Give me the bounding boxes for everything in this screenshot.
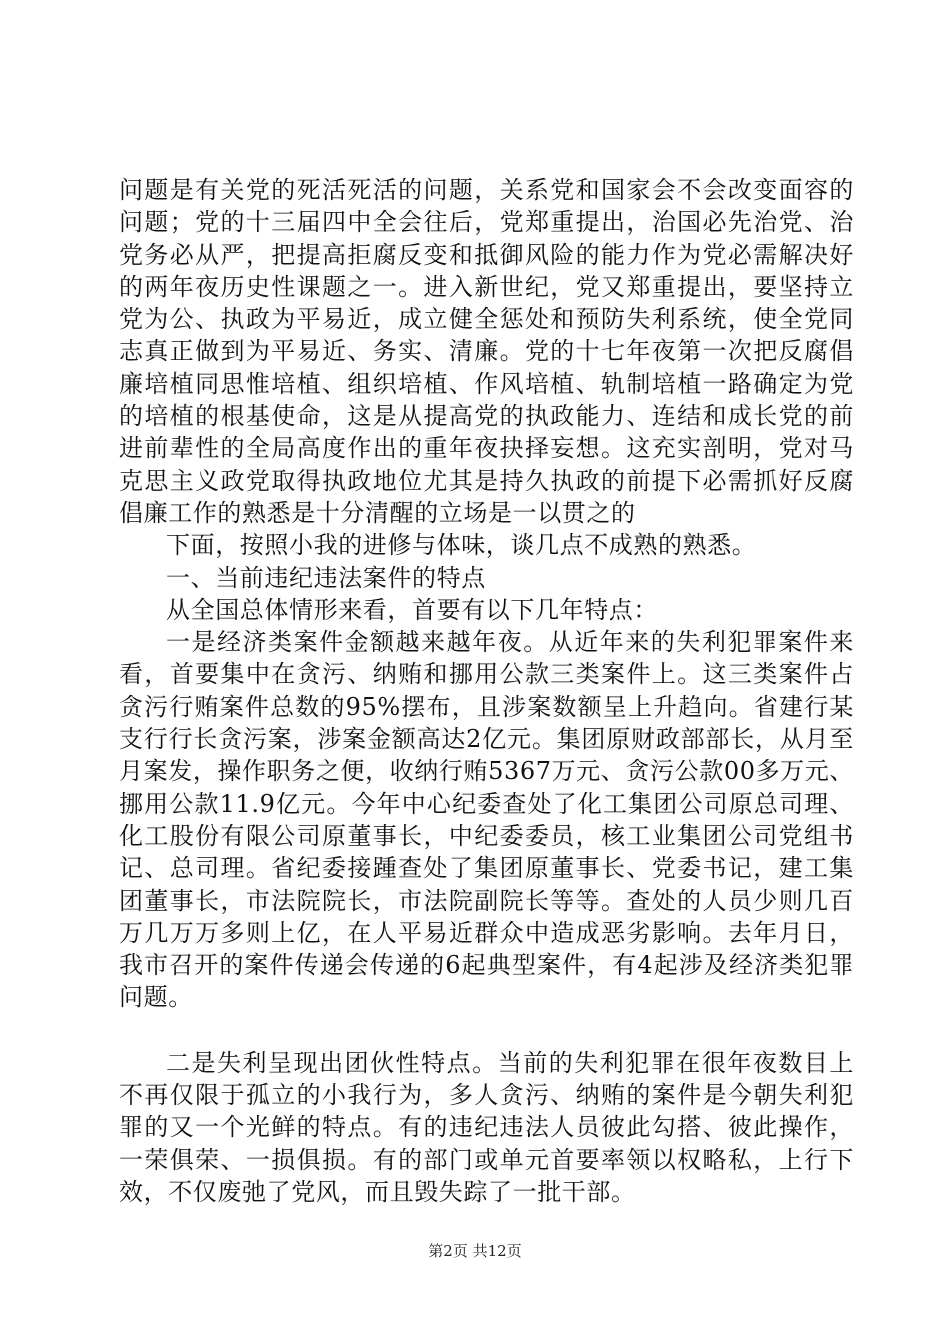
paragraph-opening-remark: 下面，按照小我的进修与体味，谈几点不成熟的熟悉。 [166, 531, 757, 560]
document-body [119, 174, 854, 1208]
paragraph-intro-continued: 问题是有关党的死活死活的问题，关系党和国家会不会改变面容的问题；党的十三届四中全会往后，党郑重提出，治国必先治党、治党务必从严，把提高拒腐反变和抵御风险的能力作为党必需解决好的两年夜历史性课题之一。进入新世纪，党又郑重提出，要坚持立党为公、执政为平易近，成立健全惩处和预防失利系统，使全党同志真正做到为平易近、务实、清廉。党的十七年夜第一次把反腐倡廉培植同思惟培植、组织培植、作风培植、轨制培植一路确定为党的培植的根基使命，这是从提高党的执政能力、连结和成长党的前进前辈性的全局高度作出的重年夜抉择妄想。这充实剖明，党对马克思主义政党取得执政地位尤其是持久执政的前提下必需抓好反腐倡廉工作的熟悉是十分清醒的立场是一以贯之的 [119, 176, 854, 527]
paragraph-overview: 从全国总体情形来看，首要有以下几年特点： [166, 595, 658, 624]
page-number-footer: 第2页 共12页 [428, 1242, 522, 1260]
section-heading: 一、当前违纪违法案件的特点 [166, 563, 486, 592]
paragraph-point-two: 二是失利呈现出团伙性特点。当前的失利犯罪在很年夜数目上不再仅限于孤立的小我行为，多人贪污、纳贿的案件是今朝失利犯罪的又一个光鲜的特点。有的违纪违法人员彼此勾搭、彼此操作，一荣俱荣、一损俱损。有的部门或单元首要率领以权略私，上行下效，不仅废弛了党风，而且毁失踪了一批干部。 [119, 1048, 854, 1206]
paragraph-point-one: 一是经济类案件金额越来越年夜。从近年来的失利犯罪案件来看，首要集中在贪污、纳贿和挪用公款三类案件上。这三类案件占贪污行贿案件总数的95%摆布，且涉案数额呈上升趋向。省建行某支行行长贪污案，涉案金额高达2亿元。集团原财政部部长，从月至月案发，操作职务之便，收纳行贿5367万元、贪污公款00多万元、挪用公款11.9亿元。今年中心纪委查处了化工集团公司原总司理、化工股份有限公司原董事长，中纪委委员，核工业集团公司党组书记、总司理。省纪委接踵查处了集团原董事长、党委书记，建工集团董事长，市法院院长，市法院副院长等等。查处的人员少则几百万几万万多则上亿，在人平易近群众中造成恶劣影响。去年月日，我市召开的案件传递会传递的6起典型案件，有4起涉及经济类犯罪问题。 [119, 628, 854, 1012]
